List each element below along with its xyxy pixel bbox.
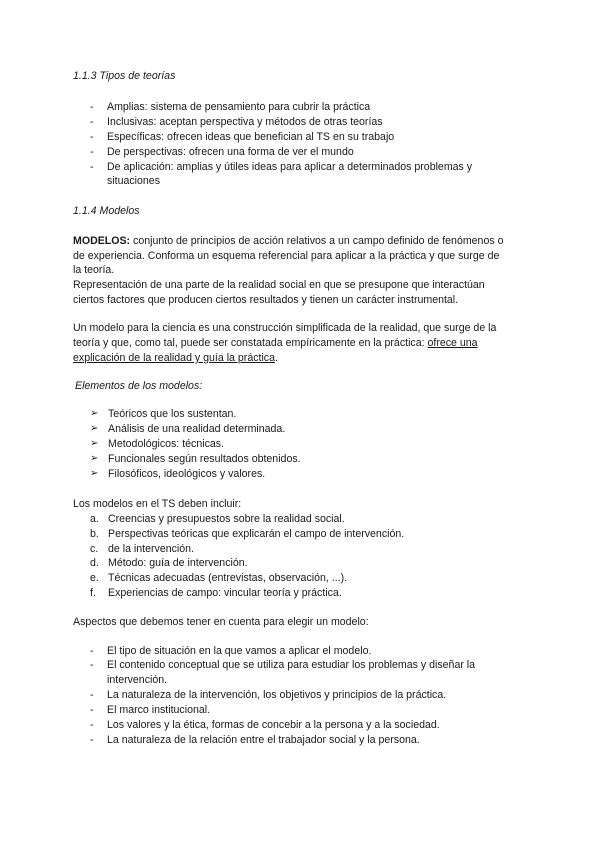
definition-line: la teoría. [73,264,115,276]
definition-term: MODELOS: [73,235,131,247]
list-marker: - [90,704,94,716]
arrow-bullet-icon: ➢ [90,423,99,434]
list-item-text: Inclusivas: aceptan perspectiva y métodos de otras teorías [107,116,383,128]
underlined-text: explicación de la realidad y guía la práctica [73,352,275,364]
list-item-text: De perspectivas: ofrecen una forma de ver el mundo [107,146,354,158]
arrow-bullet-icon: ➢ [90,468,99,479]
list-item-text: Metodológicos: técnicas. [108,438,225,450]
representation-line: Representación de una parte de la realidad social en que se presupone que interactúan [73,279,485,291]
ts-intro: Los modelos en el TS deben incluir: [73,498,242,510]
aspects-intro: Aspectos que debemos tener en cuenta para elegir un modelo: [73,616,369,628]
arrow-bullet-icon: ➢ [90,438,99,449]
list-item-text: El contenido conceptual que se utiliza para estudiar los problemas y diseñar la [107,659,476,671]
list-marker: - [90,659,94,671]
list-item-text: Análisis de una realidad determinada. [108,423,286,435]
list-marker: d. [90,557,99,569]
science-paragraph-line: Un modelo para la ciencia es una construcción simplificada de la realidad, que surge de la [73,322,497,334]
list-marker: - [90,116,94,128]
definition-text: conjunto de principios de acción relativos a un campo definido de fenómenos o [130,235,504,247]
list-item-text: El tipo de situación en la que vamos a aplicar el modelo. [107,645,372,657]
list-item-text: Teóricos que los sustentan. [108,408,237,420]
list-item-text: Los valores y la ética, formas de concebir a la persona y a la sociedad. [107,719,440,731]
list-marker: - [90,734,94,746]
list-marker: e. [90,572,99,584]
list-marker: - [90,719,94,731]
section-title-tipos-teorias: 1.1.3 Tipos de teorías [73,70,176,82]
list-marker: c. [90,543,99,555]
list-item-text: Específicas: ofrecen ideas que benefician al TS en su trabajo [107,131,395,143]
representation-line: ciertos factores que producen ciertos resultados y tienen un carácter instrumental. [73,294,459,306]
list-item-text: Método: guía de intervención. [108,557,248,569]
list-item-text-continued: intervención. [107,674,168,686]
underlined-text: ofrece una [427,337,478,349]
definition-line: de experiencia. Conforma un esquema referencial para aplicar a la práctica y que surge de [73,250,500,262]
list-item-text: Funcionales según resultados obtenidos. [108,453,301,465]
list-marker: - [90,161,94,173]
list-marker: - [90,146,94,158]
list-marker: f. [90,587,96,599]
definition-line [73,235,503,247]
list-item-text: De aplicación: amplias y útiles ideas para aplicar a determinados problemas y [107,161,473,173]
list-item-text: Perspectivas teóricas que explicarán el campo de intervención. [108,528,405,540]
list-marker: - [90,131,94,143]
list-marker: - [90,689,94,701]
list-item-text: Amplias: sistema de pensamiento para cubrir la práctica [107,101,371,113]
list-marker: - [90,645,94,657]
section-title-modelos: 1.1.4 Modelos [73,205,140,217]
arrow-bullet-icon: ➢ [90,408,99,419]
list-item-text: Creencias y presupuestos sobre la realidad social. [108,513,345,525]
list-item-text: La naturaleza de la relación entre el trabajador social y la persona. [107,734,420,746]
list-marker: - [90,101,94,113]
list-item-text: Técnicas adecuadas (entrevistas, observación, ...). [108,572,348,584]
science-text-end: . [275,352,278,364]
arrow-bullet-icon: ➢ [90,453,99,464]
list-item-text: Experiencias de campo: vincular teoría y práctica. [108,587,342,599]
elements-title: Elementos de los modelos: [75,380,203,392]
list-item-text: El marco institucional. [107,704,211,716]
list-item-text: La naturaleza de la intervención, los objetivos y principios de la práctica. [107,689,447,701]
list-item-text: Filosóficos, ideológicos y valores. [108,468,266,480]
list-marker: b. [90,528,99,540]
science-paragraph-line [73,337,478,349]
list-item-text: de la intervención. [108,543,194,555]
list-marker: a. [90,513,99,525]
list-item-text-continued: situaciones [107,175,160,187]
science-text: teoría y que, como tal, puede ser constatada empíricamente en la práctica: [73,337,428,349]
science-paragraph-line [73,352,278,364]
